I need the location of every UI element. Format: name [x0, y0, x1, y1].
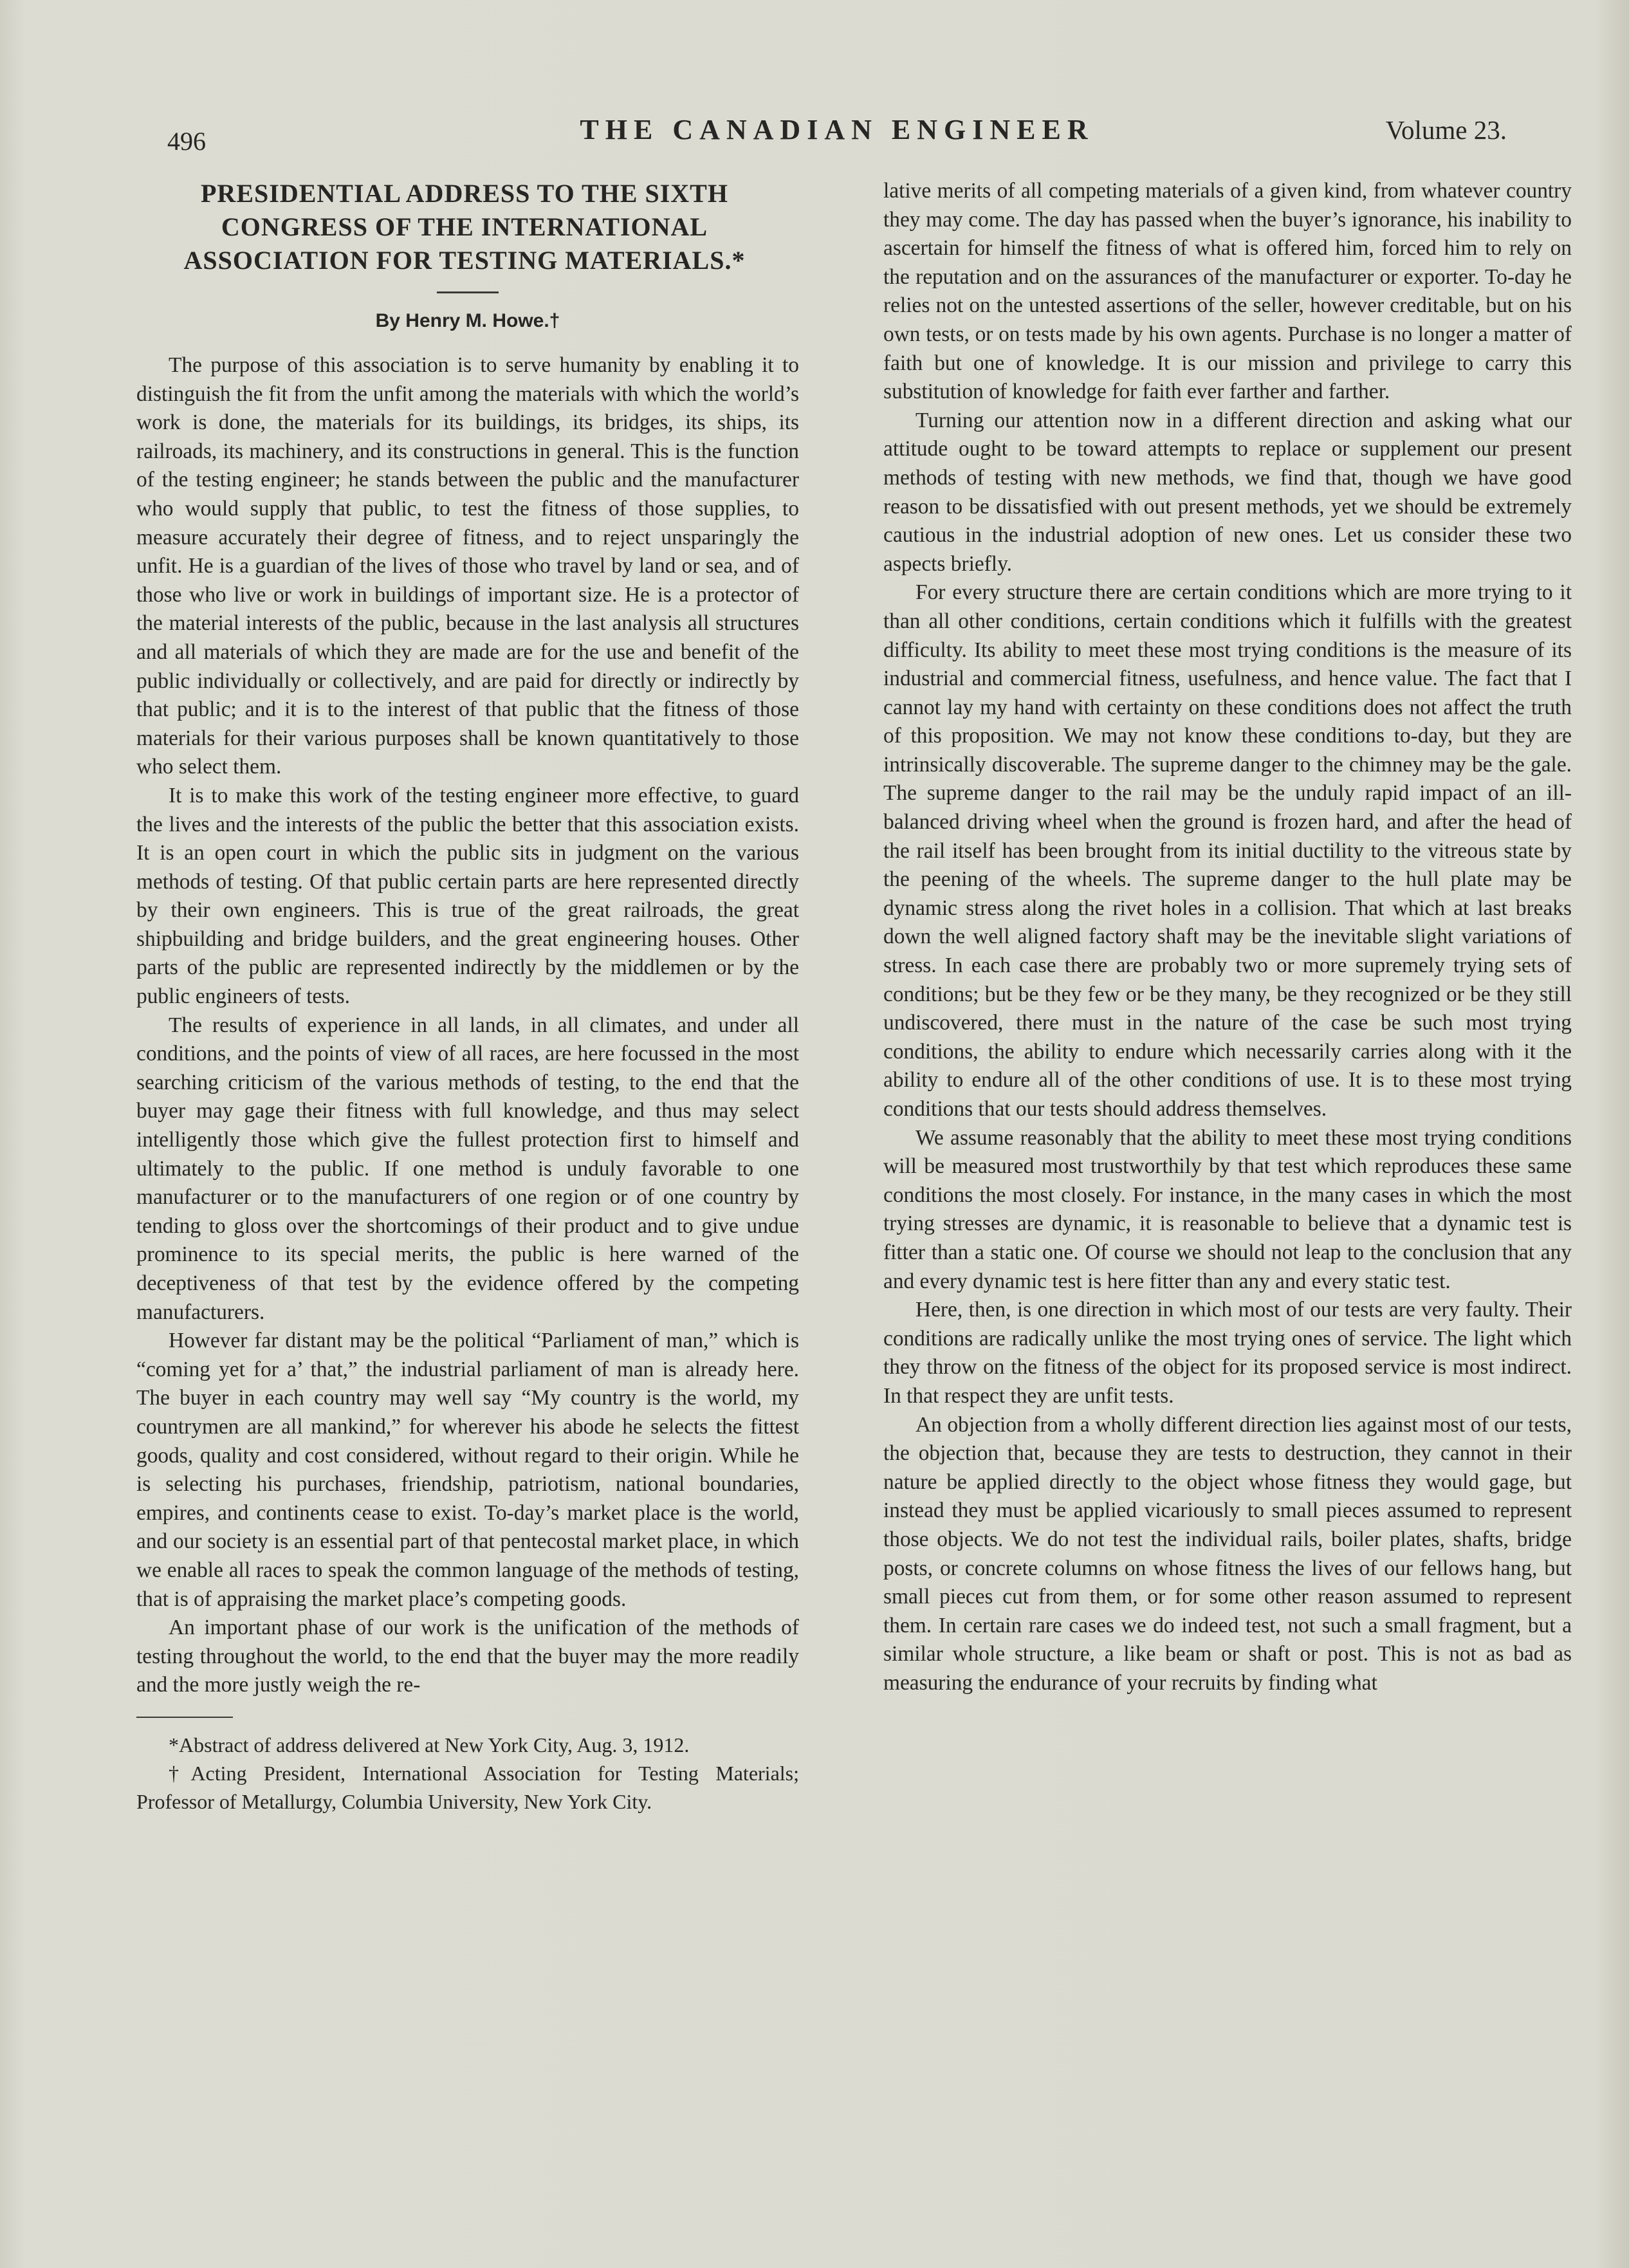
- paragraph: The purpose of this association is to serve humanity by enabling it to distinguish the fit from the unfit among the materials with which the world’s work is done, the materials for its buildings, its bridges, its ships, its railroads, its machinery, and its constructions in general. This is the function of the testing engineer; he stands between the public and the manufacturer who would supply that public, to test the fitness of those supplies, to measure accurately their degree of fitness, and to reject unsparingly the unfit. He is a guardian of the lives of those who travel by land or sea, and of those who live or work in buildings of important size. He is a protector of the material interests of the public, because in the last analysis all structures and all materials of which they are made are for the use and benefit of the public individually or collectively, and are paid for directly or indirectly by that public; and it is to the interest of that public that the fitness of those materials for their various purposes shall be known quantitatively to those who select them.: [136, 353, 799, 779]
- footnote-divider: [136, 1717, 233, 1718]
- journal-title: THE CANADIAN ENGINEER: [580, 114, 1094, 145]
- article-title: PRESIDENTIAL ADDRESS TO THE SIXTH CONGRESS OF THE INTERNATIONAL ASSOCIATION FOR TESTING MATERIALS.*: [183, 179, 746, 275]
- footnote: *Abstract of address delivered at New York City, Aug. 3, 1912.: [169, 1733, 690, 1756]
- paragraph: Turning our attention now in a different direction and asking what our attitude ought to be toward attempts to replace or supplement our present methods of testing with new methods, we find that, though we have good reason to be dissatisfied with out present methods, yet we should be extremely cautious in the industrial adoption of new ones. Let us consider these two aspects briefly.: [883, 408, 1572, 576]
- page-number: 496: [167, 127, 206, 156]
- paragraph: The results of experience in all lands, in all climates, and under all conditions, and the points of view of all races, are here focussed in the most searching criticism of the various methods of testing, to the end that the buyer may gage their fitness with full knowledge, and thus may select intelligently those which give the fullest protection first to himself and ultimately to the public. If one method is unduly favorable to one manufacturer or to the manufacturers of one region or of one country by tending to gloss over the shortcomings of their product and to give undue prominence to its special merits, the public is here warned of the deceptiveness of that test by the evidence offered by the competing manufacturers.: [136, 1013, 799, 1324]
- paragraph: For every structure there are certain conditions which are more trying to it than all other conditions, certain conditions which it fulfills with the greatest difficulty. Its ability to meet these most trying conditions is the measure of its industrial and commercial fitness, usefulness, and hence value. The fact that I cannot lay my hand with certainty on these conditions does not affect the truth of this proposition. We may not know these conditions to-day, but they are intrinsically discoverable. The supreme danger to the chimney may be the gale. The supreme danger to the rail may be the unduly rapid impact of an ill-balanced driving wheel when the ground is frozen hard, and after the head of the rail itself has been brought from its initial ductility to the vitreous state by the peening of the wheels. The supreme danger to the hull plate may be dynamic stress along the rivet holes in a collision. That which at last breaks down the well aligned factory shaft may be the inevitable slight variations of stress. In each case there are probably two or more supremely trying sets of conditions; but be they few or be they many, be they recognized or be they still undiscovered, there must in the nature of the case be such most trying conditions, the ability to endure which necessarily carries along with it the ability to endure all of the other conditions of use. It is to these most trying conditions that our tests should address themselves.: [883, 580, 1572, 1121]
- byline: By Henry M. Howe.†: [375, 310, 560, 331]
- paragraph: An objection from a wholly different direction lies against most of our tests, the objection that, because they are tests to destruction, they cannot in their nature be applied directly to the object whose fitness they would gage, but instead they must be applied vicariously to small pieces assumed to represent those objects. We do not test the individual rails, boiler plates, shafts, bridge posts, or concrete columns on whose fitness the lives of our fellows hang, but small pieces cut from them, or for some other reason assumed to represent them. In certain rare cases we do indeed test, not such a small fragment, but a similar whole structure, a like beam or shaft or post. This is not as bad as measuring the endurance of your recruits by finding what: [883, 1412, 1572, 1695]
- paragraph: Here, then, is one direction in which most of our tests are very faulty. Their conditions are radically unlike the most trying ones of service. The light which they throw on the fitness of the object for its proposed service is most indirect. In that respect they are unfit tests.: [883, 1298, 1572, 1408]
- title-divider: [437, 291, 499, 293]
- paragraph: An important phase of our work is the unification of the methods of testing throughout the world, to the end that the buyer may the more readily and the more justly weigh the re-: [136, 1616, 799, 1697]
- left-column: [136, 177, 799, 1816]
- paragraph: lative merits of all competing materials of a given kind, from whatever country they may come. The day has passed when the buyer’s ignorance, his inability to ascertain for himself the fitness of what is offered him, forced him to rely on the reputation and on the assurances of the manufacturer or exporter. To-day he relies not on the untested assertions of the seller, however creditable, but on his own tests, or on tests made by his own agents. Purchase is no longer a matter of faith but one of knowledge. It is our mission and privilege to carry this substitution of knowledge for faith ever farther and farther.: [883, 179, 1572, 404]
- paragraph: It is to make this work of the testing engineer more effective, to guard the lives and the interests of the public the better that this association exists. It is an open court in which the public sits in judgment on the various methods of testing. Of that public certain parts are here represented directly by their own engineers. This is true of the great railroads, the great shipbuilding and bridge builders, and the great engineering houses. Other parts of the public are represented indirectly by the middlemen or by the public engineers of tests.: [136, 783, 799, 1009]
- page-header: [161, 108, 1513, 156]
- paragraph: However far distant may be the political “Parliament of man,” which is “coming yet for a’ that,” the industrial parliament of man is already here. The buyer in each country may well say “My country is the world, my countrymen are all mankind,” for wherever his abode he selects the fittest goods, quality and cost considered, without regard to their origin. While he is selecting his purchases, friendship, patriotism, national boundaries, empires, and continents cease to exist. To-day’s market place is the world, and our society is an essential part of that pentecostal market place, in which we enable all races to speak the common language of the methods of testing, that is of appraising the market place’s competing goods.: [136, 1329, 799, 1611]
- right-column: [883, 177, 1572, 1697]
- footnote: †Acting President, International Association for Testing Materials; Professor of Metallurgy, Columbia University, New York City.: [136, 1761, 799, 1813]
- volume-label: Volume 23.: [1385, 115, 1507, 145]
- paragraph: We assume reasonably that the ability to meet these most trying conditions will be measured most trustworthily by that test which reproduces these same conditions the most closely. For instance, in the many cases in which the most trying stresses are dynamic, it is reasonable to believe that a dynamic test is fitter than a static one. Of course we should not leap to the conclusion that any and every dynamic test is here fitter than any and every static test.: [883, 1125, 1572, 1293]
